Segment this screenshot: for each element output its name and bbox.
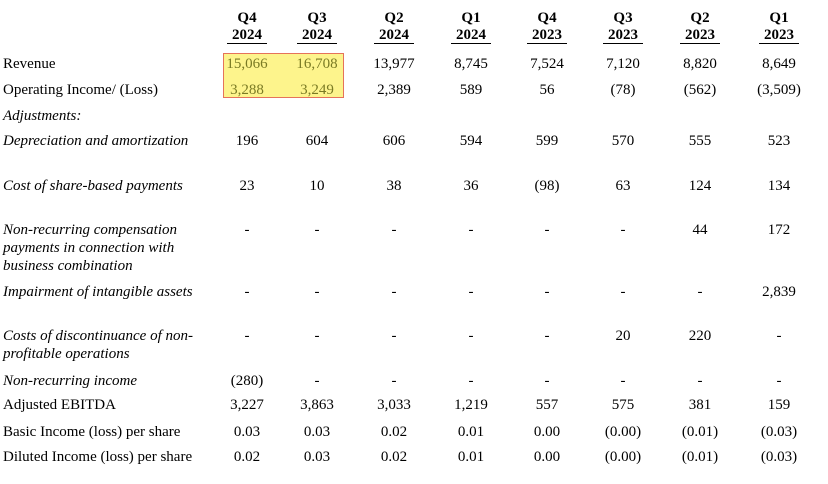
table-cell: - — [391, 222, 397, 238]
table-cell: 381 — [688, 397, 712, 413]
table-cell: 44 — [692, 222, 708, 238]
table-cell: 0.03 — [303, 424, 331, 440]
table-cell: 0.02 — [233, 449, 261, 465]
column-header-quarter: Q3 — [307, 10, 327, 26]
table-cell: 570 — [611, 133, 635, 149]
table-cell: 20 — [615, 328, 631, 344]
table-cell: (562) — [683, 82, 717, 98]
table-cell: - — [244, 284, 250, 300]
column-header-quarter: Q1 — [769, 10, 789, 26]
table-cell: 3,033 — [377, 397, 411, 413]
column-header-quarter: Q2 — [690, 10, 710, 26]
table-cell: - — [244, 222, 250, 238]
table-cell: 523 — [767, 133, 791, 149]
table-cell: 220 — [688, 328, 712, 344]
column-header — [512, 10, 582, 44]
table-cell: 8,649 — [762, 56, 796, 72]
table-cell: (78) — [610, 82, 636, 98]
table-cell: 606 — [382, 133, 406, 149]
table-cell: - — [620, 284, 626, 300]
table-cell: (0.00) — [604, 449, 642, 465]
table-cell: - — [314, 222, 320, 238]
table-cell: 38 — [386, 178, 402, 194]
column-header — [212, 10, 282, 44]
column-header — [588, 10, 658, 44]
table-cell: 15,066 — [226, 56, 268, 72]
column-header — [436, 10, 506, 44]
column-header-year: 2024 — [227, 27, 267, 44]
table-cell: - — [391, 284, 397, 300]
table-cell: - — [468, 328, 474, 344]
table-cell: - — [620, 222, 626, 238]
table-cell: 0.02 — [380, 424, 408, 440]
table-cell: 63 — [615, 178, 631, 194]
table-cell: 124 — [688, 178, 712, 194]
table-cell: (98) — [534, 178, 560, 194]
table-cell: 196 — [235, 133, 259, 149]
table-cell: 3,863 — [300, 397, 334, 413]
table-cell: 0.01 — [457, 449, 485, 465]
table-cell: 3,249 — [300, 82, 334, 98]
table-cell: 56 — [539, 82, 555, 98]
column-header-year: 2024 — [374, 27, 414, 44]
column-header-quarter: Q2 — [384, 10, 404, 26]
table-cell: 557 — [535, 397, 559, 413]
table-cell: 8,745 — [454, 56, 488, 72]
row-label: Depreciation and amortization — [3, 133, 189, 149]
column-header-quarter: Q4 — [237, 10, 257, 26]
table-cell: 0.00 — [533, 449, 561, 465]
table-cell: 0.03 — [233, 424, 261, 440]
table-cell: - — [468, 222, 474, 238]
row-label: Impairment of intangible assets — [3, 284, 193, 300]
column-header — [359, 10, 429, 44]
row-label: Diluted Income (loss) per share — [3, 449, 193, 465]
table-cell: 3,227 — [230, 397, 264, 413]
row-label: Basic Income (loss) per share — [3, 424, 181, 440]
column-header-year: 2023 — [603, 27, 643, 44]
column-header-year: 2023 — [680, 27, 720, 44]
column-header-quarter: Q4 — [537, 10, 557, 26]
table-cell: 0.02 — [380, 449, 408, 465]
row-label: Adjusted EBITDA — [3, 397, 116, 413]
table-cell: 8,820 — [683, 56, 717, 72]
table-cell: - — [244, 328, 250, 344]
table-cell: 2,839 — [762, 284, 796, 300]
table-cell: 575 — [611, 397, 635, 413]
table-cell: 2,389 — [377, 82, 411, 98]
table-cell: - — [391, 328, 397, 344]
table-cell: 134 — [767, 178, 791, 194]
row-label: Adjustments: — [3, 108, 82, 124]
table-cell: 7,524 — [530, 56, 564, 72]
table-cell: 1,219 — [454, 397, 488, 413]
table-cell: (280) — [230, 373, 264, 389]
table-cell: (0.03) — [760, 424, 798, 440]
row-label: Cost of share-based payments — [3, 178, 183, 194]
table-cell: - — [776, 373, 782, 389]
table-cell: 599 — [535, 133, 559, 149]
table-cell: 23 — [239, 178, 255, 194]
table-cell: (3,509) — [757, 82, 801, 98]
table-cell: 16,708 — [296, 56, 338, 72]
table-cell: - — [697, 284, 703, 300]
table-cell: (0.03) — [760, 449, 798, 465]
column-header — [744, 10, 814, 44]
column-header-year: 2023 — [527, 27, 567, 44]
table-cell: - — [468, 284, 474, 300]
table-cell: - — [391, 373, 397, 389]
table-cell: 159 — [767, 397, 791, 413]
table-cell: 594 — [459, 133, 483, 149]
table-cell: - — [544, 328, 550, 344]
column-header-quarter: Q3 — [613, 10, 633, 26]
table-cell: - — [468, 373, 474, 389]
table-cell: - — [776, 328, 782, 344]
table-cell: (0.00) — [604, 424, 642, 440]
row-label: Operating Income/ (Loss) — [3, 82, 158, 98]
column-header-year: 2024 — [451, 27, 491, 44]
table-cell: 7,120 — [606, 56, 640, 72]
table-cell: - — [544, 373, 550, 389]
table-cell: 555 — [688, 133, 712, 149]
table-cell: 604 — [305, 133, 329, 149]
table-cell: - — [544, 222, 550, 238]
column-header-year: 2023 — [759, 27, 799, 44]
column-header-year: 2024 — [297, 27, 337, 44]
table-cell: 36 — [463, 178, 479, 194]
column-header — [282, 10, 352, 44]
table-cell: (0.01) — [681, 449, 719, 465]
table-cell: 13,977 — [373, 56, 415, 72]
table-cell: 0.03 — [303, 449, 331, 465]
table-cell: 589 — [459, 82, 483, 98]
table-cell: - — [314, 373, 320, 389]
row-label: Non-recurring income — [3, 373, 138, 389]
row-label: Costs of discontinuance of non-profitable operations — [3, 328, 193, 362]
table-cell: 0.00 — [533, 424, 561, 440]
table-cell: (0.01) — [681, 424, 719, 440]
row-label: Non-recurring compensation payments in connection with business combination — [3, 222, 178, 274]
table-cell: - — [697, 373, 703, 389]
column-header — [665, 10, 735, 44]
table-cell: 10 — [309, 178, 325, 194]
table-cell: 172 — [767, 222, 791, 238]
table-cell: - — [620, 373, 626, 389]
table-cell: - — [544, 284, 550, 300]
table-cell: 0.01 — [457, 424, 485, 440]
table-cell: - — [314, 284, 320, 300]
row-label: Revenue — [3, 56, 56, 72]
table-cell: 3,288 — [230, 82, 264, 98]
column-header-quarter: Q1 — [461, 10, 481, 26]
table-cell: - — [314, 328, 320, 344]
